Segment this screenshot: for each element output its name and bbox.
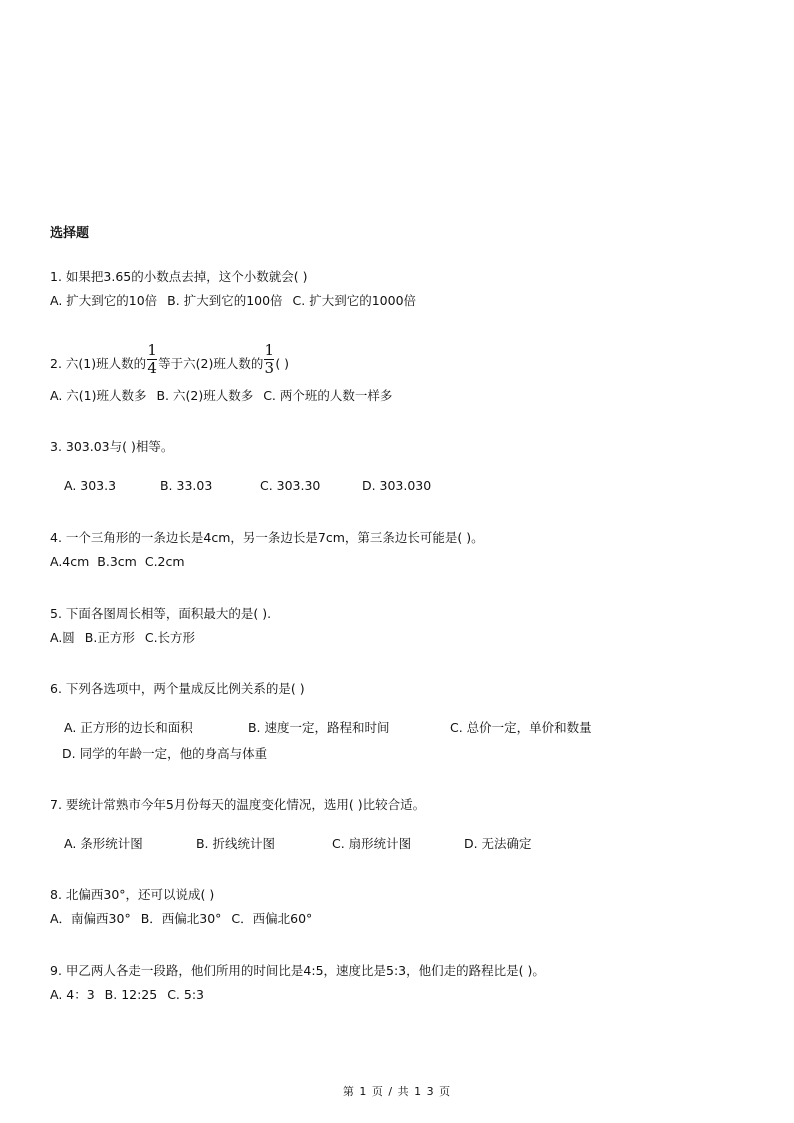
option-a: A. 扩大到它的10倍 (50, 293, 158, 308)
option-c: C.长方形 (144, 630, 196, 645)
option-c: C. 5:3 (167, 987, 204, 1002)
question-4-options (50, 553, 185, 571)
page-number-footer: 第 1 页 / 共 1 3 页 (342, 1085, 452, 1098)
question-2-options (50, 387, 392, 405)
option-b: B. 12:25 (104, 987, 158, 1002)
question-8: 8. 北偏西30°，还可以说成( ) (50, 887, 215, 902)
question-3-options (64, 477, 431, 495)
option-c: C．西偏北60° (231, 911, 313, 926)
question-4: 4. 一个三角形的一条边长是4cm，另一条边长是7cm，第三条边长可能是( )。 (50, 530, 484, 545)
option-a: A. 六(1)班人数多 (50, 388, 147, 403)
option-a: A. 正方形的边长和面积 (64, 720, 193, 735)
option-a: A．南偏西30° (50, 911, 131, 926)
question-5-options (50, 629, 195, 647)
question-6-option-d-row (62, 745, 267, 763)
question-7-options (64, 835, 532, 853)
option-b: B.正方形 (84, 630, 135, 645)
option-c: C. 扇形统计图 (331, 836, 412, 851)
option-c: C. 303.30 (259, 478, 321, 493)
option-c: C.2cm (144, 554, 185, 569)
fraction-one-third: $\frac{1}{3}$ (264, 341, 275, 377)
option-d: D. 同学的年龄一定，他的身高与体重 (62, 746, 268, 761)
option-b: B. 速度一定，路程和时间 (247, 720, 390, 735)
question-1: 1. 如果把3.65的小数点去掉，这个小数就会( ) (50, 269, 308, 284)
question-7: 7. 要统计常熟市今年5月份每天的温度变化情况，选用( )比较合适。 (50, 797, 426, 812)
question-6-options (64, 719, 592, 737)
option-b: B．西偏北30° (140, 911, 222, 926)
option-b: B. 扩大到它的100倍 (167, 293, 283, 308)
question-8-options (50, 910, 312, 928)
option-a: A.4cm (50, 554, 90, 569)
option-d: D. 无法确定 (463, 836, 532, 851)
question-6: 6. 下列各选项中，两个量成反比例关系的是( ) (50, 681, 305, 696)
option-a: A.圆 (50, 630, 75, 645)
option-a: A. 条形统计图 (64, 836, 143, 851)
question-5: 5. 下面各图周长相等，面积最大的是( ). (50, 606, 272, 621)
option-b: B.3cm (97, 554, 137, 569)
option-b: B. 33.03 (159, 478, 213, 493)
option-b: B. 折线统计图 (195, 836, 276, 851)
option-c: C. 两个班的人数一样多 (263, 388, 393, 403)
option-b: B. 六(2)班人数多 (156, 388, 254, 403)
option-a: A. 303.3 (64, 478, 117, 493)
option-d: D. 303.030 (361, 478, 432, 493)
option-c: C. 总价一定，单价和数量 (449, 720, 592, 735)
option-a: A. 4：3 (50, 987, 95, 1002)
section-title: 选择题 (50, 226, 90, 241)
option-c: C. 扩大到它的1000倍 (292, 293, 417, 308)
question-1-options (50, 292, 416, 310)
question-3: 3. 303.03与( )相等。 (50, 439, 174, 454)
question-2: 2. 六(1)班人数的 $\frac{1}{4}$ 等于六(2)班人数的 $\frac{1}{3}$ ( ) (50, 341, 290, 377)
question-9: 9. 甲乙两人各走一段路，他们所用的时间比是4:5，速度比是5:3，他们走的路程比是( )。 (50, 963, 545, 978)
fraction-one-quarter: $\frac{1}{4}$ (147, 341, 157, 377)
question-9-options (50, 986, 204, 1004)
